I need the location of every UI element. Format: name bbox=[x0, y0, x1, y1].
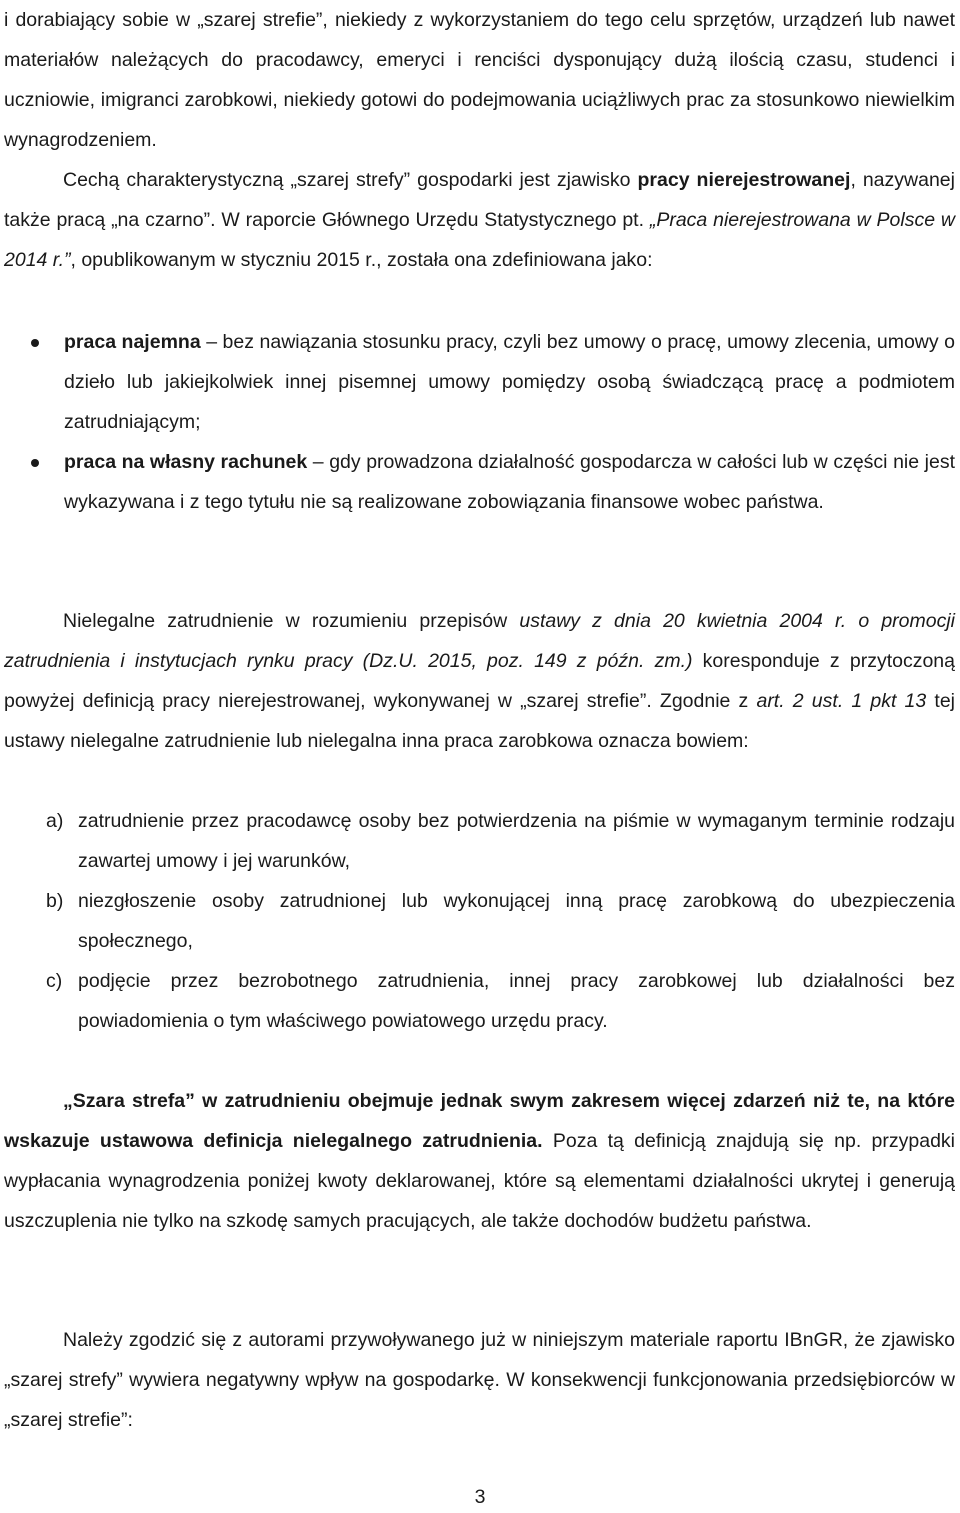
term-unregistered-work: pracy nierejestrowanej bbox=[637, 169, 851, 191]
report-title: „Praca nierejestrowana w Polsce w 2014 r.” bbox=[4, 209, 955, 271]
bold-statement: „Szara strefa” w zatrudnieniu obejmuje jednak swym zakresem więcej zdarzeń niż te, na które wskazuje ustawowa definicja nielegalnego zatrudnienia. bbox=[4, 1090, 955, 1152]
page-number: 3 bbox=[474, 1486, 486, 1508]
paragraph-grey-employment-scope: „Szara strefa” w zatrudnieniu obejmuje jednak swym zakresem więcej zdarzeń niż te, na które wskazuje ustawowa definicja nielegalnego zatrudnienia. Poza tą definicją znajdują się np. przypadki wypłacania wynagrodzenia poniżej kwoty deklarowanej, które są elementami działalności ukrytej i generują uszczuplenia nie tylko na szkodę samych pracujących, ale także dochodów budżetu państwa. bbox=[4, 1090, 956, 1232]
list-marker: b) bbox=[46, 890, 64, 912]
list-item: praca najemna – bez nawiązania stosunku pracy, czyli bez umowy o pracę, umowy zlecenia, umowy o dzieło lub jakiejkolwiek innej pisemnej umowy pomiędzy osobą świadczącą pracę a podmiotem zatrudniającym; bbox=[64, 331, 955, 433]
list-item: podjęcie przez bezrobotnego zatrudnienia, innej pracy zarobkowej lub działalności bez powiadomienia o tym właściwego powiatowego urzędu pracy. bbox=[78, 970, 955, 1032]
list-marker: a) bbox=[46, 810, 64, 832]
paragraph-continuation: i dorabiający sobie w „szarej strefie”, niekiedy z wykorzystaniem do tego celu sprzętów, urządzeń lub nawet materiałów należących do pracodawcy, emeryci i renciści dysponujący dużą ilością czasu, studenci i uczniowie, imigranci zarobkowi, niekiedy gotowi do podejmowania uciążliwych prac za stosunkowo niewielkim wynagrodzeniem. bbox=[4, 9, 955, 151]
paragraph-ibngr-report: Należy zgodzić się z autorami przywoływanego już w niniejszym materiale raportu IBnGR, że zjawisko „szarej strefy” wywiera negatywny wpływ na gospodarkę. W konsekwencji funkcjonowania przedsiębiorców w „szarej strefie”: bbox=[4, 1329, 955, 1431]
paragraph-grey-economy-definition: Cechą charakterystyczną „szarej strefy” gospodarki jest zjawisko pracy nierejestrowanej, nazywanej także pracą „na czarno”. W raporcie Głównego Urzędu Statystycznego pt. „Praca nierejestrowana w Polsce w 2014 r.”, opublikowanym w styczniu 2015 r., została ona zdefiniowana jako: bbox=[4, 169, 955, 271]
bullet-icon bbox=[31, 339, 39, 347]
list-item: praca na własny rachunek – gdy prowadzona działalność gospodarcza w całości lub w części nie jest wykazywana i z tego tytułu nie są realizowane zobowiązania finansowe wobec państwa. bbox=[64, 451, 956, 513]
act-article: art. 2 ust. 1 pkt 13 bbox=[756, 690, 927, 712]
paragraph-illegal-employment: Nielegalne zatrudnienie w rozumieniu przepisów ustawy z dnia 20 kwietnia 2004 r. o promocji zatrudnienia i instytucjach rynku pracy (Dz.U. 2015, poz. 149 z późn. zm.) koresponduje z przytoczoną powyżej definicją pracy nierejestrowanej, wykonywanej w „szarej strefie”. Zgodnie z art. 2 ust. 1 pkt 13 tej ustawy nielegalne zatrudnienie lub nielegalna inna praca zarobkowa oznacza bowiem: bbox=[4, 610, 956, 752]
list-item: niezgłoszenie osoby zatrudnionej lub wykonującej inną pracę zarobkową do ubezpieczenia społecznego, bbox=[78, 890, 955, 952]
act-title: ustawy z dnia 20 kwietnia 2004 r. o promocji zatrudnienia i instytucjach rynku pracy (Dz.U. 2015, poz. 149 z późn. zm.) bbox=[4, 610, 956, 672]
list-marker: c) bbox=[46, 970, 63, 992]
list-item: zatrudnienie przez pracodawcę osoby bez potwierdzenia na piśmie w wymaganym terminie rodzaju zawartej umowy i jej warunków, bbox=[78, 810, 955, 872]
bullet-icon bbox=[31, 459, 39, 467]
